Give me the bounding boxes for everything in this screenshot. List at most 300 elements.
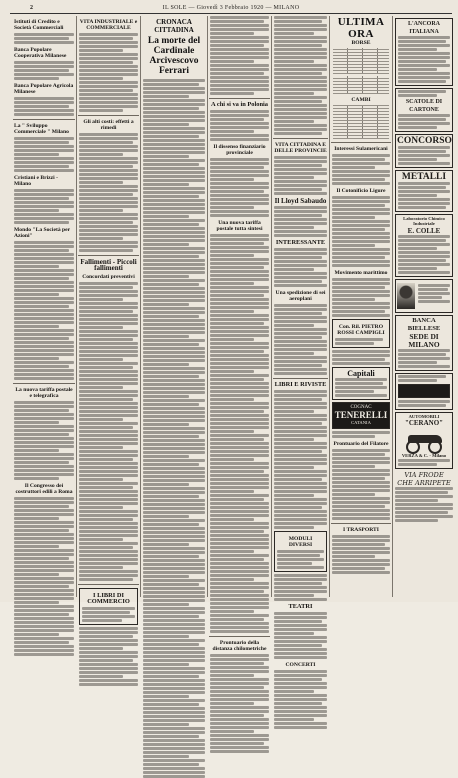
- capitali-box: [332, 367, 390, 400]
- cognac-label: COGNAC: [350, 405, 372, 410]
- text-line: [79, 494, 138, 497]
- text-line: [143, 731, 205, 734]
- text-line: [274, 104, 327, 107]
- text-line: [332, 228, 385, 231]
- text-line: [274, 206, 327, 209]
- text-line: [274, 390, 327, 393]
- text-line: [210, 346, 269, 349]
- text-line: [210, 718, 269, 721]
- text-line: [274, 222, 327, 225]
- text-line: [274, 470, 327, 473]
- text-line: [395, 507, 453, 510]
- text-line: [274, 394, 327, 397]
- text-line: [143, 483, 189, 486]
- text-line: [143, 679, 205, 682]
- text-line: [14, 41, 74, 44]
- text-line: [210, 278, 269, 281]
- text-line: [79, 330, 138, 333]
- text-line: [79, 153, 123, 156]
- text-line: [332, 208, 390, 211]
- text-line: [143, 315, 199, 318]
- text-line: [398, 94, 437, 97]
- headline: Una spedizione di sei aeroplani: [275, 290, 326, 302]
- text-line: [274, 268, 314, 271]
- text-line: [79, 233, 138, 236]
- text-line: [210, 354, 269, 357]
- text-line: [79, 450, 138, 453]
- text-line: [332, 485, 390, 488]
- text-line: [14, 465, 74, 468]
- metalli-title: METALLI: [401, 172, 447, 182]
- text-line: [274, 92, 314, 95]
- text-line: [274, 56, 327, 59]
- text-line: [143, 115, 205, 118]
- text-line: [79, 89, 133, 92]
- text-line: [14, 213, 74, 216]
- text-line: [274, 438, 314, 441]
- text-line: [210, 214, 269, 217]
- text-line: [274, 120, 314, 123]
- text-line: [398, 68, 437, 71]
- text-line: [395, 519, 438, 522]
- text-line: [79, 562, 138, 565]
- text-line: [398, 459, 450, 462]
- text-line: [143, 707, 205, 710]
- text-line: [14, 193, 74, 196]
- text-line: [79, 173, 138, 176]
- text-line: [79, 45, 138, 48]
- text-line: [332, 224, 390, 227]
- text-line: [210, 414, 269, 417]
- text-line: [143, 311, 205, 314]
- text-line: [14, 541, 74, 544]
- text-line: [210, 478, 269, 481]
- text-line: [143, 283, 199, 286]
- text-line: [14, 585, 69, 588]
- text-line: [143, 691, 205, 694]
- text-line: [210, 670, 269, 673]
- text-line: [274, 76, 327, 79]
- text-line: [79, 490, 138, 493]
- text-line: [210, 326, 269, 329]
- text-line: [274, 132, 322, 135]
- text-line: [79, 518, 133, 521]
- text-line: [210, 76, 269, 79]
- text-line: [210, 454, 269, 457]
- text-line: [210, 190, 264, 193]
- text-line: [274, 466, 314, 469]
- text-line: [395, 495, 453, 498]
- text-line: [79, 534, 138, 537]
- text-line: [143, 195, 199, 198]
- text-line: [335, 382, 383, 385]
- text-line: [79, 663, 138, 666]
- text-line: [14, 157, 74, 160]
- text-line: [14, 433, 69, 436]
- text-line: [210, 366, 269, 369]
- text-line: [274, 348, 327, 351]
- capitali-title: Capitali: [347, 369, 375, 378]
- masthead-title: IL SOLE — Giovedì 3 Febbraio 1920 — MILANO: [162, 5, 300, 11]
- text-line: [82, 611, 130, 614]
- text-line: [143, 223, 199, 226]
- headline: Il Lloyd Sabaudo: [274, 197, 327, 205]
- text-line: [210, 746, 269, 749]
- text-line: [79, 378, 138, 381]
- text-line: [210, 126, 269, 129]
- text-line: [14, 341, 74, 344]
- headline: La " Sviluppo Commerciale " Milano: [14, 123, 69, 135]
- text-line: [143, 627, 205, 630]
- text-line: [274, 218, 327, 221]
- text-line: [210, 666, 269, 669]
- text-line: [210, 466, 269, 469]
- text-line: [274, 108, 327, 111]
- column-rule: [76, 16, 77, 597]
- text-line: [14, 417, 74, 420]
- text-line: [274, 32, 314, 35]
- text-line: [210, 378, 264, 381]
- text-line: [14, 253, 74, 256]
- text-line: [210, 462, 269, 465]
- headline: INTERESSANTE: [275, 239, 326, 246]
- text-line: [274, 368, 327, 371]
- column-rule: [271, 16, 272, 597]
- text-line: [274, 514, 327, 517]
- text-line: [277, 566, 324, 569]
- text-line: [210, 36, 269, 39]
- text-line: [332, 174, 390, 177]
- text-line: [143, 331, 205, 334]
- text-line: [14, 289, 74, 292]
- headline: MODULI DIVERSI: [288, 536, 313, 548]
- column-7: [394, 16, 454, 597]
- text-line: [14, 533, 74, 536]
- text-line: [210, 362, 269, 365]
- text-line: [79, 550, 138, 553]
- text-line: [143, 699, 205, 702]
- text-line: [14, 321, 74, 324]
- text-line: [143, 203, 205, 206]
- text-line: [274, 652, 327, 655]
- text-line: [210, 374, 269, 377]
- text-line: [274, 332, 327, 335]
- text-line: [14, 513, 74, 516]
- text-line: [210, 270, 269, 273]
- text-line: [398, 375, 446, 378]
- ad-box: [332, 319, 390, 348]
- column-5: [273, 16, 328, 668]
- text-line: [14, 401, 74, 404]
- text-line: [143, 271, 205, 274]
- text-line: [274, 116, 327, 119]
- text-line: [143, 243, 189, 246]
- text-line: [274, 192, 327, 195]
- text-line: [79, 470, 138, 473]
- text-line: [398, 357, 450, 360]
- text-line: [143, 519, 205, 522]
- text-line: [210, 606, 269, 609]
- text-line: [143, 687, 205, 690]
- text-line: [210, 726, 269, 729]
- text-line: [210, 350, 264, 353]
- headline: Istituti di Credito e Società Commerciali: [14, 19, 64, 31]
- text-line: [335, 342, 374, 345]
- text-line: [79, 69, 138, 72]
- text-line: [14, 605, 74, 608]
- headline: Movimento marittimo: [334, 270, 388, 276]
- text-line: [274, 710, 327, 713]
- text-line: [398, 271, 450, 274]
- text-line: [210, 530, 264, 533]
- text-line: [210, 198, 269, 201]
- text-line: [398, 162, 450, 165]
- text-line: [332, 513, 390, 516]
- text-line: [210, 186, 269, 189]
- text-line: [14, 497, 74, 500]
- text-line: [14, 477, 59, 480]
- text-line: [395, 503, 453, 506]
- text-line: [274, 422, 322, 425]
- text-line: [143, 759, 205, 762]
- text-line: [14, 573, 59, 576]
- text-line: [274, 640, 327, 643]
- text-line: [79, 683, 138, 686]
- text-line: [398, 243, 450, 246]
- text-line: [143, 675, 199, 678]
- text-line: [14, 653, 74, 656]
- text-line: [274, 40, 327, 43]
- text-line: [79, 97, 138, 100]
- text-line: [143, 595, 205, 598]
- text-line: [274, 414, 327, 417]
- text-line: [332, 567, 385, 570]
- text-line: [143, 307, 205, 310]
- text-line: [210, 52, 269, 55]
- text-line: [398, 158, 437, 161]
- text-line: [210, 334, 269, 337]
- text-line: [274, 234, 327, 237]
- automobili-label: AUTOMOBILI: [408, 413, 440, 419]
- headline: Il Congresso dei costruttori edili a Roma: [15, 483, 73, 495]
- text-line: [210, 402, 269, 405]
- banca-title: BANCA BIELLESE: [407, 316, 441, 332]
- text-line: [332, 310, 385, 313]
- text-line: [14, 537, 74, 540]
- text-line: [274, 490, 327, 493]
- text-line: [79, 77, 123, 80]
- text-line: [210, 734, 269, 737]
- text-line: [210, 498, 264, 501]
- text-line: [398, 60, 446, 63]
- section-divider: [78, 584, 139, 585]
- text-line: [274, 280, 322, 283]
- text-line: [332, 264, 390, 267]
- cerano-title: "CERANO": [404, 419, 444, 428]
- text-line: [210, 262, 269, 265]
- text-line: [210, 254, 254, 257]
- text-line: [143, 667, 205, 670]
- text-line: [398, 463, 437, 466]
- text-line: [274, 644, 322, 647]
- text-line: [210, 386, 269, 389]
- text-line: [79, 342, 138, 345]
- text-line: [398, 154, 450, 157]
- text-line: [143, 151, 205, 154]
- text-line: [143, 139, 205, 142]
- text-line: [274, 620, 322, 623]
- text-line: [143, 183, 189, 186]
- text-line: [210, 134, 269, 137]
- text-line: [79, 647, 123, 650]
- notice-box: [79, 588, 138, 625]
- text-line: [210, 610, 254, 613]
- text-line: [14, 621, 74, 624]
- text-line: [274, 628, 327, 631]
- text-line: [143, 587, 205, 590]
- concorso-ad: [395, 134, 453, 168]
- text-line: [418, 292, 450, 295]
- headline: Concordati preventivi: [82, 274, 135, 280]
- text-line: [14, 529, 69, 532]
- text-line: [210, 64, 269, 67]
- text-line: [143, 239, 205, 242]
- text-line: [274, 260, 327, 263]
- text-line: [418, 296, 442, 299]
- text-line: [79, 506, 123, 509]
- text-line: [332, 170, 390, 173]
- scatole-title: SCATOLE DI CARTONE: [405, 99, 443, 113]
- text-line: [274, 172, 327, 175]
- text-line: [79, 554, 138, 557]
- text-line: [79, 643, 138, 646]
- text-line: [332, 501, 390, 504]
- section-divider: [13, 383, 75, 384]
- text-line: [143, 431, 205, 434]
- text-line: [143, 163, 199, 166]
- text-line: [210, 342, 269, 345]
- text-line: [210, 322, 264, 325]
- text-line: [395, 499, 438, 502]
- text-line: [79, 177, 138, 180]
- text-line: [143, 719, 205, 722]
- text-line: [143, 355, 205, 358]
- text-line: [210, 518, 254, 521]
- text-line: [335, 390, 374, 393]
- stock-table: [333, 48, 389, 74]
- text-line: [79, 81, 138, 84]
- text-line: [14, 353, 74, 356]
- text-line: [274, 364, 322, 367]
- text-line: [332, 539, 390, 542]
- car-illustration: [404, 429, 444, 451]
- text-line: [79, 157, 138, 160]
- text-line: [14, 109, 74, 112]
- text-line: [143, 111, 205, 114]
- text-line: [210, 68, 269, 71]
- text-line: [210, 614, 269, 617]
- text-line: [274, 64, 327, 67]
- text-line: [14, 457, 74, 460]
- text-line: [210, 398, 254, 401]
- text-line: [210, 654, 269, 657]
- text-line: [79, 538, 123, 541]
- text-line: [332, 232, 390, 235]
- text-line: [398, 206, 446, 209]
- text-line: [143, 379, 205, 382]
- text-line: [210, 286, 269, 289]
- ancora-title: L'ANCORA ITALIANA: [407, 21, 440, 35]
- text-line: [274, 308, 327, 311]
- text-line: [79, 249, 133, 252]
- text-line: [79, 671, 138, 674]
- text-line: [143, 603, 189, 606]
- text-line: [332, 166, 375, 169]
- text-line: [210, 514, 269, 517]
- text-line: [210, 470, 264, 473]
- text-line: [14, 581, 74, 584]
- text-line: [143, 291, 205, 294]
- text-line: [332, 473, 390, 476]
- text-line: [274, 410, 314, 413]
- text-line: [210, 410, 264, 413]
- text-line: [14, 113, 74, 116]
- column-3: [142, 16, 206, 597]
- text-line: [332, 563, 390, 566]
- text-line: [274, 486, 327, 489]
- column-rule: [392, 16, 393, 597]
- text-line: [395, 515, 453, 518]
- text-line: [210, 550, 254, 553]
- portrait-image: [397, 283, 415, 309]
- text-line: [274, 324, 314, 327]
- text-line: [14, 65, 74, 68]
- text-line: [143, 279, 205, 282]
- text-line: [210, 162, 269, 165]
- text-line: [79, 446, 123, 449]
- text-line: [332, 559, 390, 562]
- text-line: [210, 338, 254, 341]
- text-line: [210, 582, 269, 585]
- text-line: [210, 24, 269, 27]
- text-line: [210, 522, 269, 525]
- text-line: [143, 143, 205, 146]
- text-line: [79, 526, 138, 529]
- text-line: [143, 171, 205, 174]
- text-line: [274, 340, 327, 343]
- text-line: [210, 122, 269, 125]
- text-line: [398, 40, 446, 43]
- text-line: [143, 215, 189, 218]
- text-line: [143, 455, 189, 458]
- text-line: [398, 235, 450, 238]
- text-line: [143, 471, 205, 474]
- text-line: [14, 101, 74, 104]
- text-line: [14, 505, 69, 508]
- text-line: [210, 442, 269, 445]
- text-line: [274, 498, 327, 501]
- text-line: [210, 114, 269, 117]
- text-line: [274, 518, 327, 521]
- text-line: [210, 702, 254, 705]
- text-line: [210, 282, 254, 285]
- section-divider: [78, 255, 139, 256]
- text-line: [14, 69, 69, 72]
- text-line: [274, 284, 327, 287]
- text-line: [274, 80, 327, 83]
- text-line: [14, 265, 59, 268]
- text-line: [210, 450, 269, 453]
